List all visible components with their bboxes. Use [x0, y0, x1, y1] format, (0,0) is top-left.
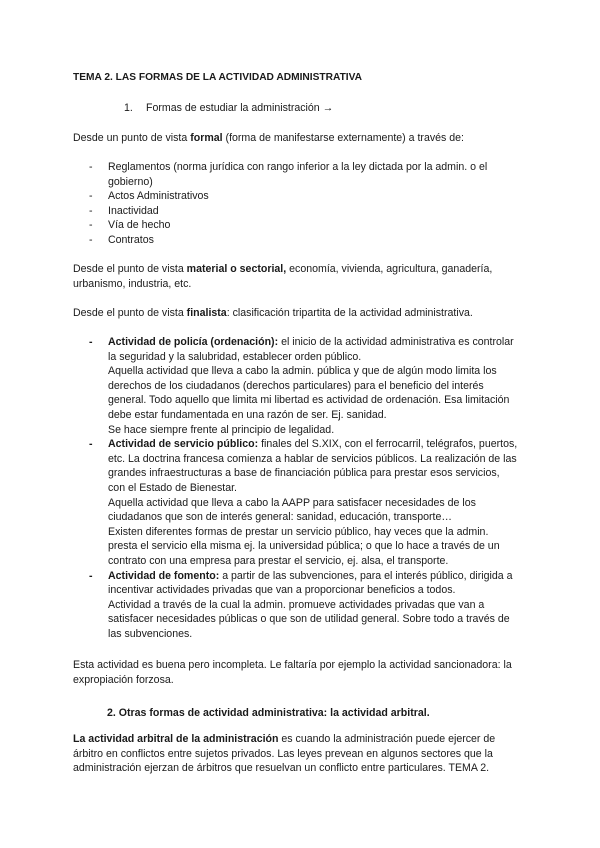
list-item-fomento [89, 569, 518, 642]
text-span: economía, vivienda, agricultura, ganadería, urbanismo, industria, etc. [73, 263, 493, 290]
numbered-heading [124, 101, 333, 116]
list-item-detail: Existen diferentes formas de prestar un servicio público, hay veces que la admin. presta el servicio ella misma ej. la universidad pública; o que lo hace a través de un contrato con una empresa para prestar el servicio, ej. alsa, el transporte. [108, 525, 500, 567]
list-item [89, 218, 528, 233]
bullet-dash: - [89, 219, 93, 232]
list-item-text: Contratos [108, 233, 154, 246]
bold-term: Actividad de fomento: [108, 569, 220, 582]
incomplete-paragraph: Esta actividad es buena pero incompleta. Le faltaría por ejemplo la actividad sancionadora: la expropiación forzosa. [73, 659, 512, 686]
list-item-detail: Se hace siempre frente al principio de legalidad. [108, 423, 335, 436]
list-item-policia [89, 335, 518, 437]
text-span: Desde el punto de vista [73, 307, 187, 319]
arbitral-paragraph [73, 732, 523, 776]
list-item-text: Vía de hecho [108, 219, 171, 232]
material-paragraph [73, 262, 523, 291]
text-span: Desde un punto de vista [73, 132, 191, 144]
text-span: es cuando la administración puede ejercer de árbitro en conflictos entre sujetos privados. Las leyes prevean en algunos sectores que la administración ejerzan de árbitros que resuelvan un conflicto entre particulares. TEMA 2. [73, 733, 496, 775]
bullet-dash: - [89, 569, 93, 582]
activities-list [89, 335, 518, 641]
list-item-text: finales del S.XIX, con el ferrocarril, telégrafos, puertos, etc. La doctrina francesa comienza a hablar de servicios públicos. La realización de las grandes infraestructuras a base de financiación pública para prestar esos servicios, con el Estado de Bienestar. [108, 438, 518, 494]
list-item-text: Inactividad [108, 204, 159, 217]
bold-term: finalista [186, 307, 227, 319]
list-text: Formas de estudiar la administración → [146, 102, 334, 114]
bold-term: Actividad de servicio público: [108, 438, 259, 451]
bullet-dash: - [89, 161, 93, 173]
list-item-text: a partir de las subvenciones, para el interés público, dirigida a incentivar actividades privadas que van a proporcionar beneficios a todos. [108, 569, 513, 597]
bullet-dash: - [89, 233, 93, 246]
list-item [89, 160, 528, 189]
page-title: TEMA 2. LAS FORMAS DE LA ACTIVIDAD ADMINISTRATIVA [73, 72, 363, 83]
list-item [89, 233, 528, 248]
bold-term: Actividad de policía (ordenación): [108, 336, 279, 348]
list-item [89, 204, 528, 219]
list-item-text: Reglamentos (norma jurídica con rango inferior a la ley dictada por la admin. o el gobierno) [108, 161, 488, 188]
list-item-detail: Aquella actividad que lleva a cabo la AAPP para satisfacer necesidades de los ciudadanos que son de interés general: sanidad, educación, transporte… [108, 496, 476, 524]
list-item-text: el inicio de la actividad administrativa es controlar la seguridad y la salubridad, establecer orden público. [108, 336, 514, 363]
list-number: 1. [124, 102, 133, 114]
bullet-dash: - [89, 204, 93, 217]
list-item-detail: Actividad a través de la cual la admin. promueve actividades privadas que van a satisfacer necesidades públicas o que son de utilidad general. Sobre todo a través de las subvenciones. [108, 598, 510, 640]
text-span: Desde el punto de vista [73, 263, 187, 275]
bold-term: formal [190, 132, 223, 144]
text-span: (forma de manifestarse externamente) a través de: [222, 132, 465, 144]
list-item [89, 189, 528, 204]
section-heading: 2. Otras formas de actividad administrativa: la actividad arbitral. [107, 707, 430, 719]
bold-term: La actividad arbitral de la administración [73, 733, 279, 745]
text-span: : clasificación tripartita de la actividad administrativa. [226, 307, 473, 319]
list-item-text: Actos Administrativos [108, 190, 209, 203]
bullet-dash: - [89, 190, 93, 203]
formal-paragraph [73, 131, 523, 146]
finalista-paragraph [73, 306, 523, 321]
list-item-detail: Aquella actividad que lleva a cabo la admin. pública y que de algún modo limita los derechos de los ciudadanos (derechos particulares) para el beneficio del interés general. Todo aquello que limita mi libertad es actividad de ordenación. Esa limitación debe estar fundamentada en una razón de ser. Ej. sanidad. [108, 365, 510, 421]
formal-list [89, 160, 528, 248]
list-item-servicio-publico [89, 437, 518, 568]
bullet-dash: - [89, 336, 93, 348]
bullet-dash: - [89, 438, 93, 451]
bold-term: material o sectorial, [186, 263, 287, 275]
